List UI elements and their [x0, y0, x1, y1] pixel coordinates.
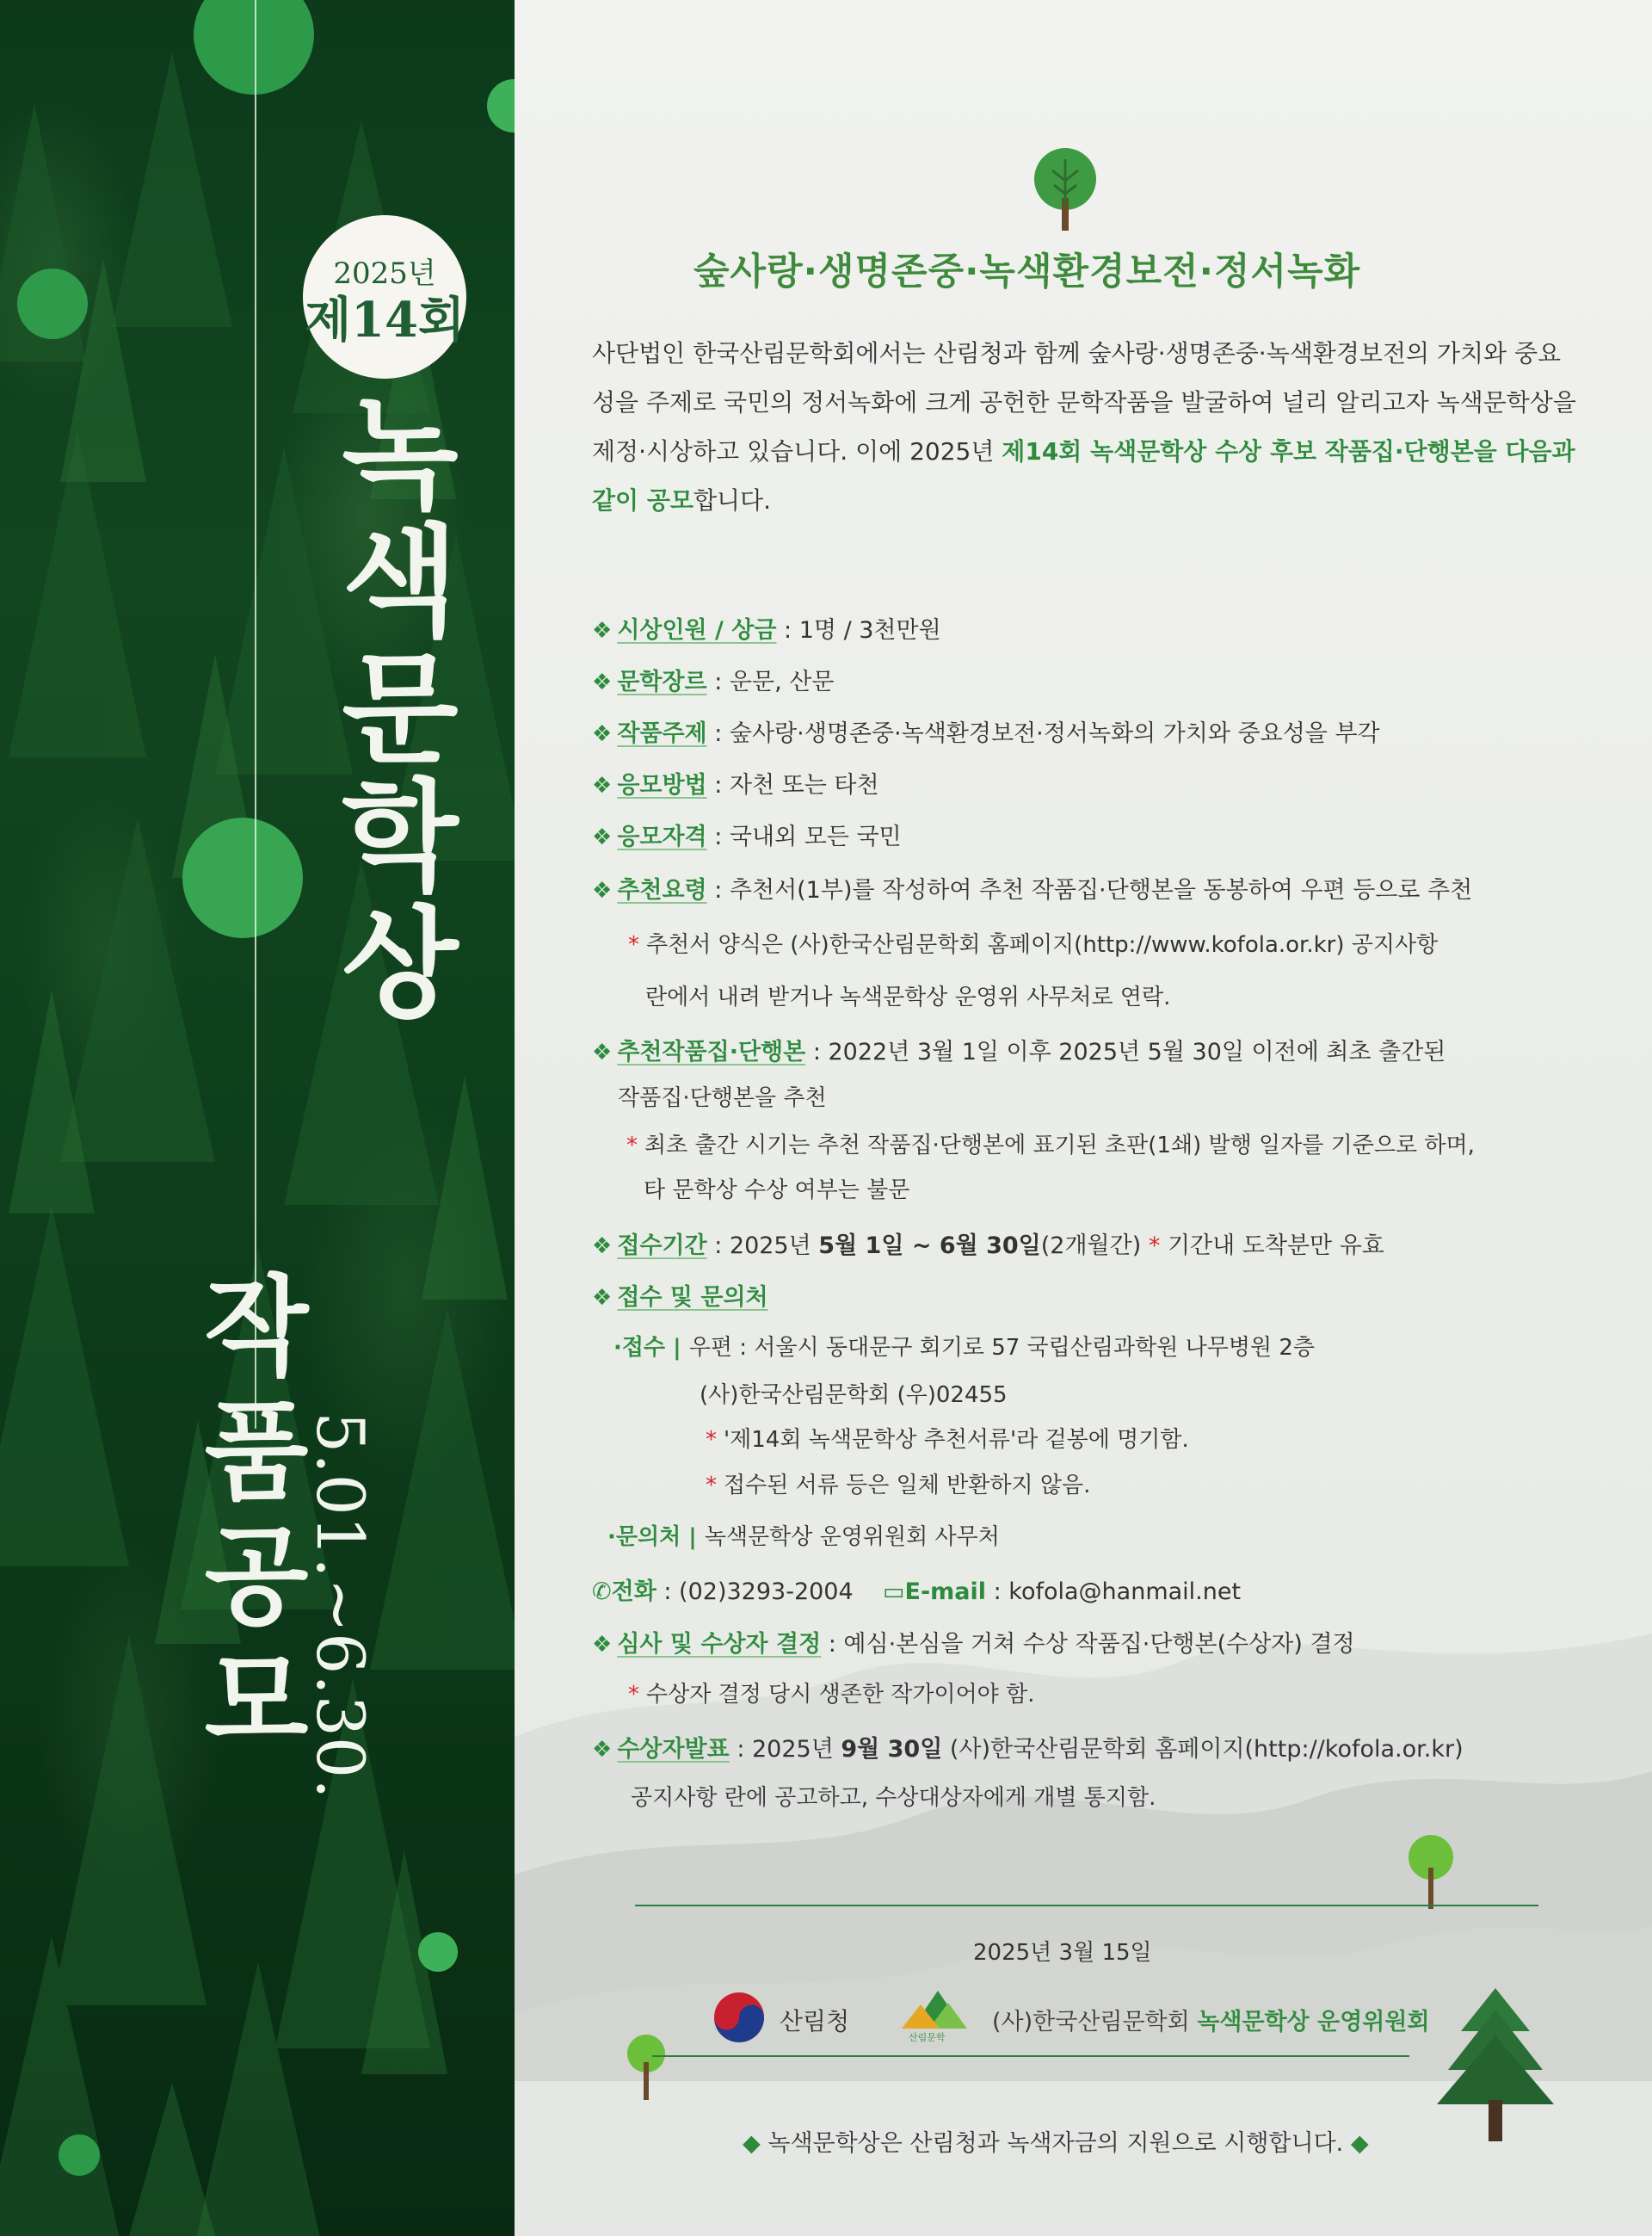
item-reception — [592, 1226, 1384, 1260]
chat-icon: ▭ — [883, 1578, 905, 1605]
item-judging — [592, 1625, 1355, 1658]
inquiry-label: ·문의처 | — [607, 1524, 705, 1550]
reception-suffix: (2개월간) — [1040, 1232, 1142, 1259]
divider-line — [652, 2055, 1409, 2057]
diamond-icon: ❖ — [592, 1233, 613, 1259]
item-label: 시상인원 / 상금 — [617, 617, 777, 644]
diamond-icon: ❖ — [592, 721, 613, 747]
intro-highlight: 제14회 녹색문학상 수상 후보 작품집·단행본을 다음과 같이 공모 — [592, 437, 1575, 515]
period-text: 5.01.~6.30. — [302, 1411, 379, 1800]
item-recommend — [592, 871, 1472, 905]
item-label: 추천작품집·단행본 — [617, 1039, 806, 1065]
item-label: 문학장르 — [617, 669, 707, 695]
item-eligibility — [592, 818, 902, 851]
org2-prefix: (사)한국산림문학회 — [992, 2009, 1198, 2035]
small-tree-icon — [625, 2033, 668, 2102]
item-label: 추천요령 — [617, 877, 707, 904]
item-value: : 숲사랑·생명존중·녹색환경보전·정서녹화의 가치와 중요성을 부각 — [706, 720, 1380, 747]
diamond-icon: ❖ — [592, 878, 613, 904]
item-theme — [592, 714, 1380, 748]
organizations — [712, 1984, 1487, 2044]
note-text: 최초 출간 시기는 추천 작품집·단행본에 표기된 초판(1쇄) 발행 일자를 기준으로 하며, — [644, 1133, 1475, 1158]
diamond-icon: ❖ — [592, 1632, 613, 1658]
item-announce — [592, 1730, 1464, 1763]
recommend-note-cont: 란에서 내려 받거나 녹색문학상 운영위 사무처로 연락. — [645, 985, 1171, 1010]
item-value: : 자천 또는 타천 — [706, 772, 879, 799]
small-tree-icon — [1405, 1833, 1457, 1911]
phone-email-line — [592, 1572, 1241, 1606]
inquiry-line — [607, 1519, 1000, 1551]
org2-logo-text: 산림문학 — [909, 2032, 946, 2043]
org2-committee: 녹색문학상 운영위원회 — [1197, 2009, 1430, 2035]
item-value: : 국내외 모든 국민 — [706, 824, 902, 850]
item-method — [592, 766, 879, 800]
diamond-icon: ❖ — [592, 773, 613, 799]
recv-org: (사)한국산림문학회 (우)02455 — [700, 1382, 1008, 1408]
asterisk-icon: * — [706, 1427, 717, 1453]
item-label: 접수기간 — [617, 1232, 707, 1259]
item-value: : 2025년 — [706, 1232, 819, 1259]
recommend-note — [628, 927, 1438, 959]
subtitle-char: 공 — [204, 1514, 309, 1640]
badge-year: 2025년 — [333, 256, 436, 291]
title-char: 문 — [342, 639, 459, 781]
recv-line — [613, 1330, 1315, 1362]
content-panel — [515, 0, 1652, 2236]
intro-paragraph — [592, 329, 1581, 525]
asterisk-icon: * — [626, 1133, 638, 1158]
reception-note: 기간내 도착분만 유효 — [1167, 1232, 1384, 1259]
phone-icon: ✆ — [592, 1578, 612, 1605]
bottom-note-text: 녹색문학상은 산림청과 녹색자금의 지원으로 시행합니다. — [767, 2130, 1344, 2157]
edition-badge — [303, 215, 466, 379]
badge-edition: 제14회 — [304, 292, 465, 349]
item-label: 접수 및 문의처 — [617, 1284, 768, 1311]
slogan: 숲사랑·생명존중·녹색환경보전·정서녹화 — [693, 250, 1361, 293]
item-label: 수상자발표 — [617, 1736, 730, 1763]
footer-date: 2025년 3월 15일 — [973, 1940, 1152, 1966]
email-label: E-mail — [904, 1578, 987, 1605]
diamond-icon: ❖ — [592, 618, 613, 644]
decor-circle — [418, 1932, 458, 1972]
item-label: 응모자격 — [617, 824, 707, 850]
item-label: 작품주제 — [617, 720, 707, 747]
forest-panel — [0, 0, 515, 2236]
item-value: : 추천서(1부)를 작성하여 추천 작품집·단행본을 동봉하여 우편 등으로 추천 — [706, 877, 1473, 904]
decor-circle — [182, 818, 303, 938]
reception-dates: 5월 1일 ~ 6월 30일 — [818, 1232, 1041, 1259]
decor-circle — [59, 2134, 100, 2176]
note-text: 수상자 결정 당시 생존한 작가이어야 함. — [646, 1682, 1035, 1708]
item-label: 심사 및 수상자 결정 — [617, 1631, 822, 1658]
main-title — [293, 385, 508, 1035]
item-label: 응모방법 — [617, 772, 707, 799]
note-text: 접수된 서류 등은 일체 반환하지 않음. — [724, 1473, 1091, 1498]
books-note-cont: 타 문학상 수상 여부는 불문 — [644, 1177, 910, 1203]
bottom-note — [743, 2124, 1369, 2158]
item-value: : 운문, 산문 — [706, 669, 835, 695]
intro-text: 사단법인 한국산림문학회에서는 산림청과 함께 숲사랑·생명존중·녹색환경보전의 가치와 중요성을 주제로 국민의 정서녹화에 크게 공헌한 문학작품을 발굴하여 널리 알리고자 녹색문학상을 제정·시상하고 있습니다. 이에 2025년 — [592, 339, 1576, 466]
item-value: : 2025년 — [729, 1736, 841, 1763]
phone-label: 전화 — [611, 1578, 656, 1605]
title-char: 학 — [342, 767, 459, 908]
tree-icon — [1026, 146, 1104, 232]
recv-note — [706, 1467, 1090, 1499]
note-text: '제14회 녹색문학상 추천서류'라 겉봉에 명기함. — [724, 1427, 1189, 1453]
diamond-icon: ❖ — [592, 1737, 613, 1763]
asterisk-icon: * — [628, 1682, 639, 1708]
subtitle-char: 품 — [204, 1389, 309, 1515]
asterisk-icon: * — [706, 1473, 717, 1498]
item-value: : 1명 / 3천만원 — [776, 617, 941, 644]
org1-name: 산림청 — [780, 2007, 850, 2035]
title-char: 색 — [342, 512, 459, 653]
vertical-line — [255, 0, 256, 1429]
books-cont: 작품집·단행본을 추천 — [618, 1085, 827, 1111]
announce-suffix[interactable]: (사)한국산림문학회 홈페이지(http://kofola.or.kr) — [942, 1736, 1464, 1763]
asterisk-icon: * — [1148, 1232, 1161, 1259]
subtitle-char: 작 — [204, 1264, 309, 1390]
title-char: 녹 — [342, 385, 459, 526]
korea-forest-logo-icon — [712, 1991, 766, 2044]
diamond-icon: ❖ — [592, 1040, 613, 1065]
recv-label: ·접수 | — [613, 1335, 689, 1361]
item-genre — [592, 663, 834, 696]
subtitle-char: 모 — [204, 1639, 309, 1764]
announce-date: 9월 30일 — [841, 1736, 943, 1763]
recv-note — [706, 1422, 1189, 1454]
leaf-icon: ◆ — [743, 2130, 761, 2157]
email-address[interactable]: : kofola@hanmail.net — [986, 1578, 1242, 1605]
title-char: 상 — [342, 894, 459, 1035]
item-books — [592, 1033, 1446, 1066]
inquiry-value: 녹색문학상 운영위원회 사무처 — [704, 1524, 1000, 1550]
phone-number[interactable]: : (02)3293-2004 — [656, 1578, 854, 1605]
pine-tree-icon — [1435, 1988, 1556, 2143]
intro-text-end: 합니다. — [693, 486, 771, 515]
item-value: : 예심·본심을 거쳐 수상 작품집·단행본(수상자) 결정 — [821, 1631, 1355, 1658]
judging-note — [628, 1677, 1034, 1708]
item-value: : 2022년 3월 1일 이후 2025년 5월 30일 이전에 최초 출간된 — [805, 1039, 1446, 1065]
recv-address: 우편 : 서울시 동대문구 회기로 57 국립산림과학원 나무병원 2층 — [688, 1335, 1316, 1361]
divider-line — [635, 1905, 1538, 1906]
item-prize — [592, 611, 941, 645]
books-note — [626, 1127, 1475, 1159]
diamond-icon: ❖ — [592, 1285, 613, 1311]
item-contact — [592, 1278, 768, 1312]
diamond-icon: ❖ — [592, 670, 613, 695]
diamond-icon: ❖ — [592, 825, 613, 850]
asterisk-icon: * — [628, 932, 639, 958]
decor-circle — [17, 269, 88, 339]
announce-line2: 공지사항 란에 공고하고, 수상대상자에게 개별 통지함. — [631, 1785, 1156, 1811]
org2-name — [992, 2003, 1430, 2036]
note-text: 추천서 양식은 (사)한국산림문학회 홈페이지(http://www.kofola.or.kr) 공지사항 — [646, 932, 1439, 958]
leaf-icon: ◆ — [1350, 2130, 1369, 2157]
